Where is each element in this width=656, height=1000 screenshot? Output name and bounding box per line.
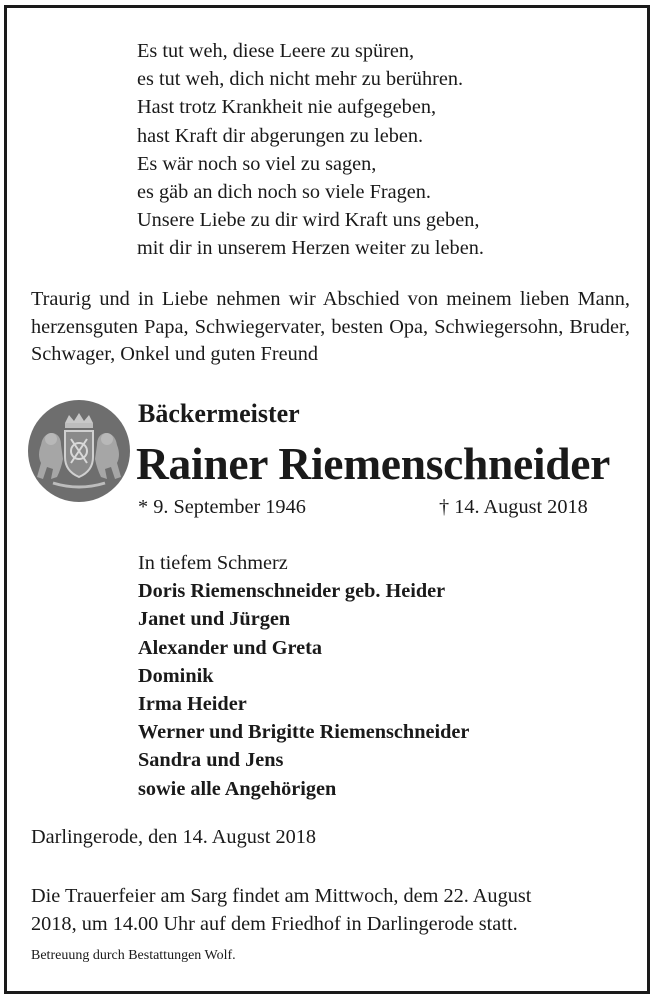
mourner-name: Dominik	[138, 664, 214, 687]
service-line: Die Trauerfeier am Sarg findet am Mittwoch, dem 22. August	[31, 885, 532, 907]
poem	[137, 37, 484, 263]
mourners-intro: In tiefem Schmerz	[138, 552, 288, 574]
mourners-list	[138, 549, 469, 803]
deceased-name: Rainer Riemenschneider	[136, 438, 611, 489]
poem-line: mit dir in unserem Herzen weiter zu leben.	[137, 237, 484, 260]
birth-date: * 9. September 1946	[138, 496, 306, 518]
service-line: 2018, um 14.00 Uhr auf dem Friedhof in Darlingerode statt.	[31, 912, 518, 935]
obituary-frame	[4, 5, 650, 994]
poem-line: hast Kraft dir abgerungen zu leben.	[137, 124, 424, 147]
guild-emblem-icon	[27, 399, 131, 503]
poem-line: Hast trotz Krankheit nie aufgegeben,	[137, 96, 437, 119]
poem-line: es tut weh, dich nicht mehr zu berühren.	[137, 68, 464, 91]
funeral-home-note: Betreuung durch Bestattungen Wolf.	[31, 948, 236, 963]
intro-paragraph: Traurig und in Liebe nehmen wir Abschied von meinem lieben Mann, herzensguten Papa, Schwiegervater, besten Opa, Schwiegersohn, Bruder, Schwager, Onkel und guten Freund	[31, 288, 630, 365]
poem-line: es gäb an dich noch so viele Fragen.	[137, 181, 431, 204]
poem-line: Es wär noch so viel zu sagen,	[137, 152, 377, 175]
mourner-name: Irma Heider	[138, 693, 247, 716]
service-notice	[31, 883, 531, 938]
death-date: † 14. August 2018	[439, 496, 588, 518]
deceased-title: Bäckermeister	[138, 399, 300, 428]
mourner-name: Doris Riemenschneider geb. Heider	[138, 580, 446, 603]
poem-line: Es tut weh, diese Leere zu spüren,	[137, 40, 415, 62]
place-date: Darlingerode, den 14. August 2018	[31, 826, 317, 848]
mourner-name: Alexander und Greta	[138, 636, 323, 659]
mourner-name: Werner und Brigitte Riemenschneider	[138, 721, 470, 744]
poem-line: Unsere Liebe zu dir wird Kraft uns geben,	[137, 209, 480, 232]
mourner-name: Janet und Jürgen	[138, 608, 291, 631]
mourner-name: sowie alle Angehörigen	[138, 777, 337, 800]
mourner-name: Sandra und Jens	[138, 749, 284, 772]
